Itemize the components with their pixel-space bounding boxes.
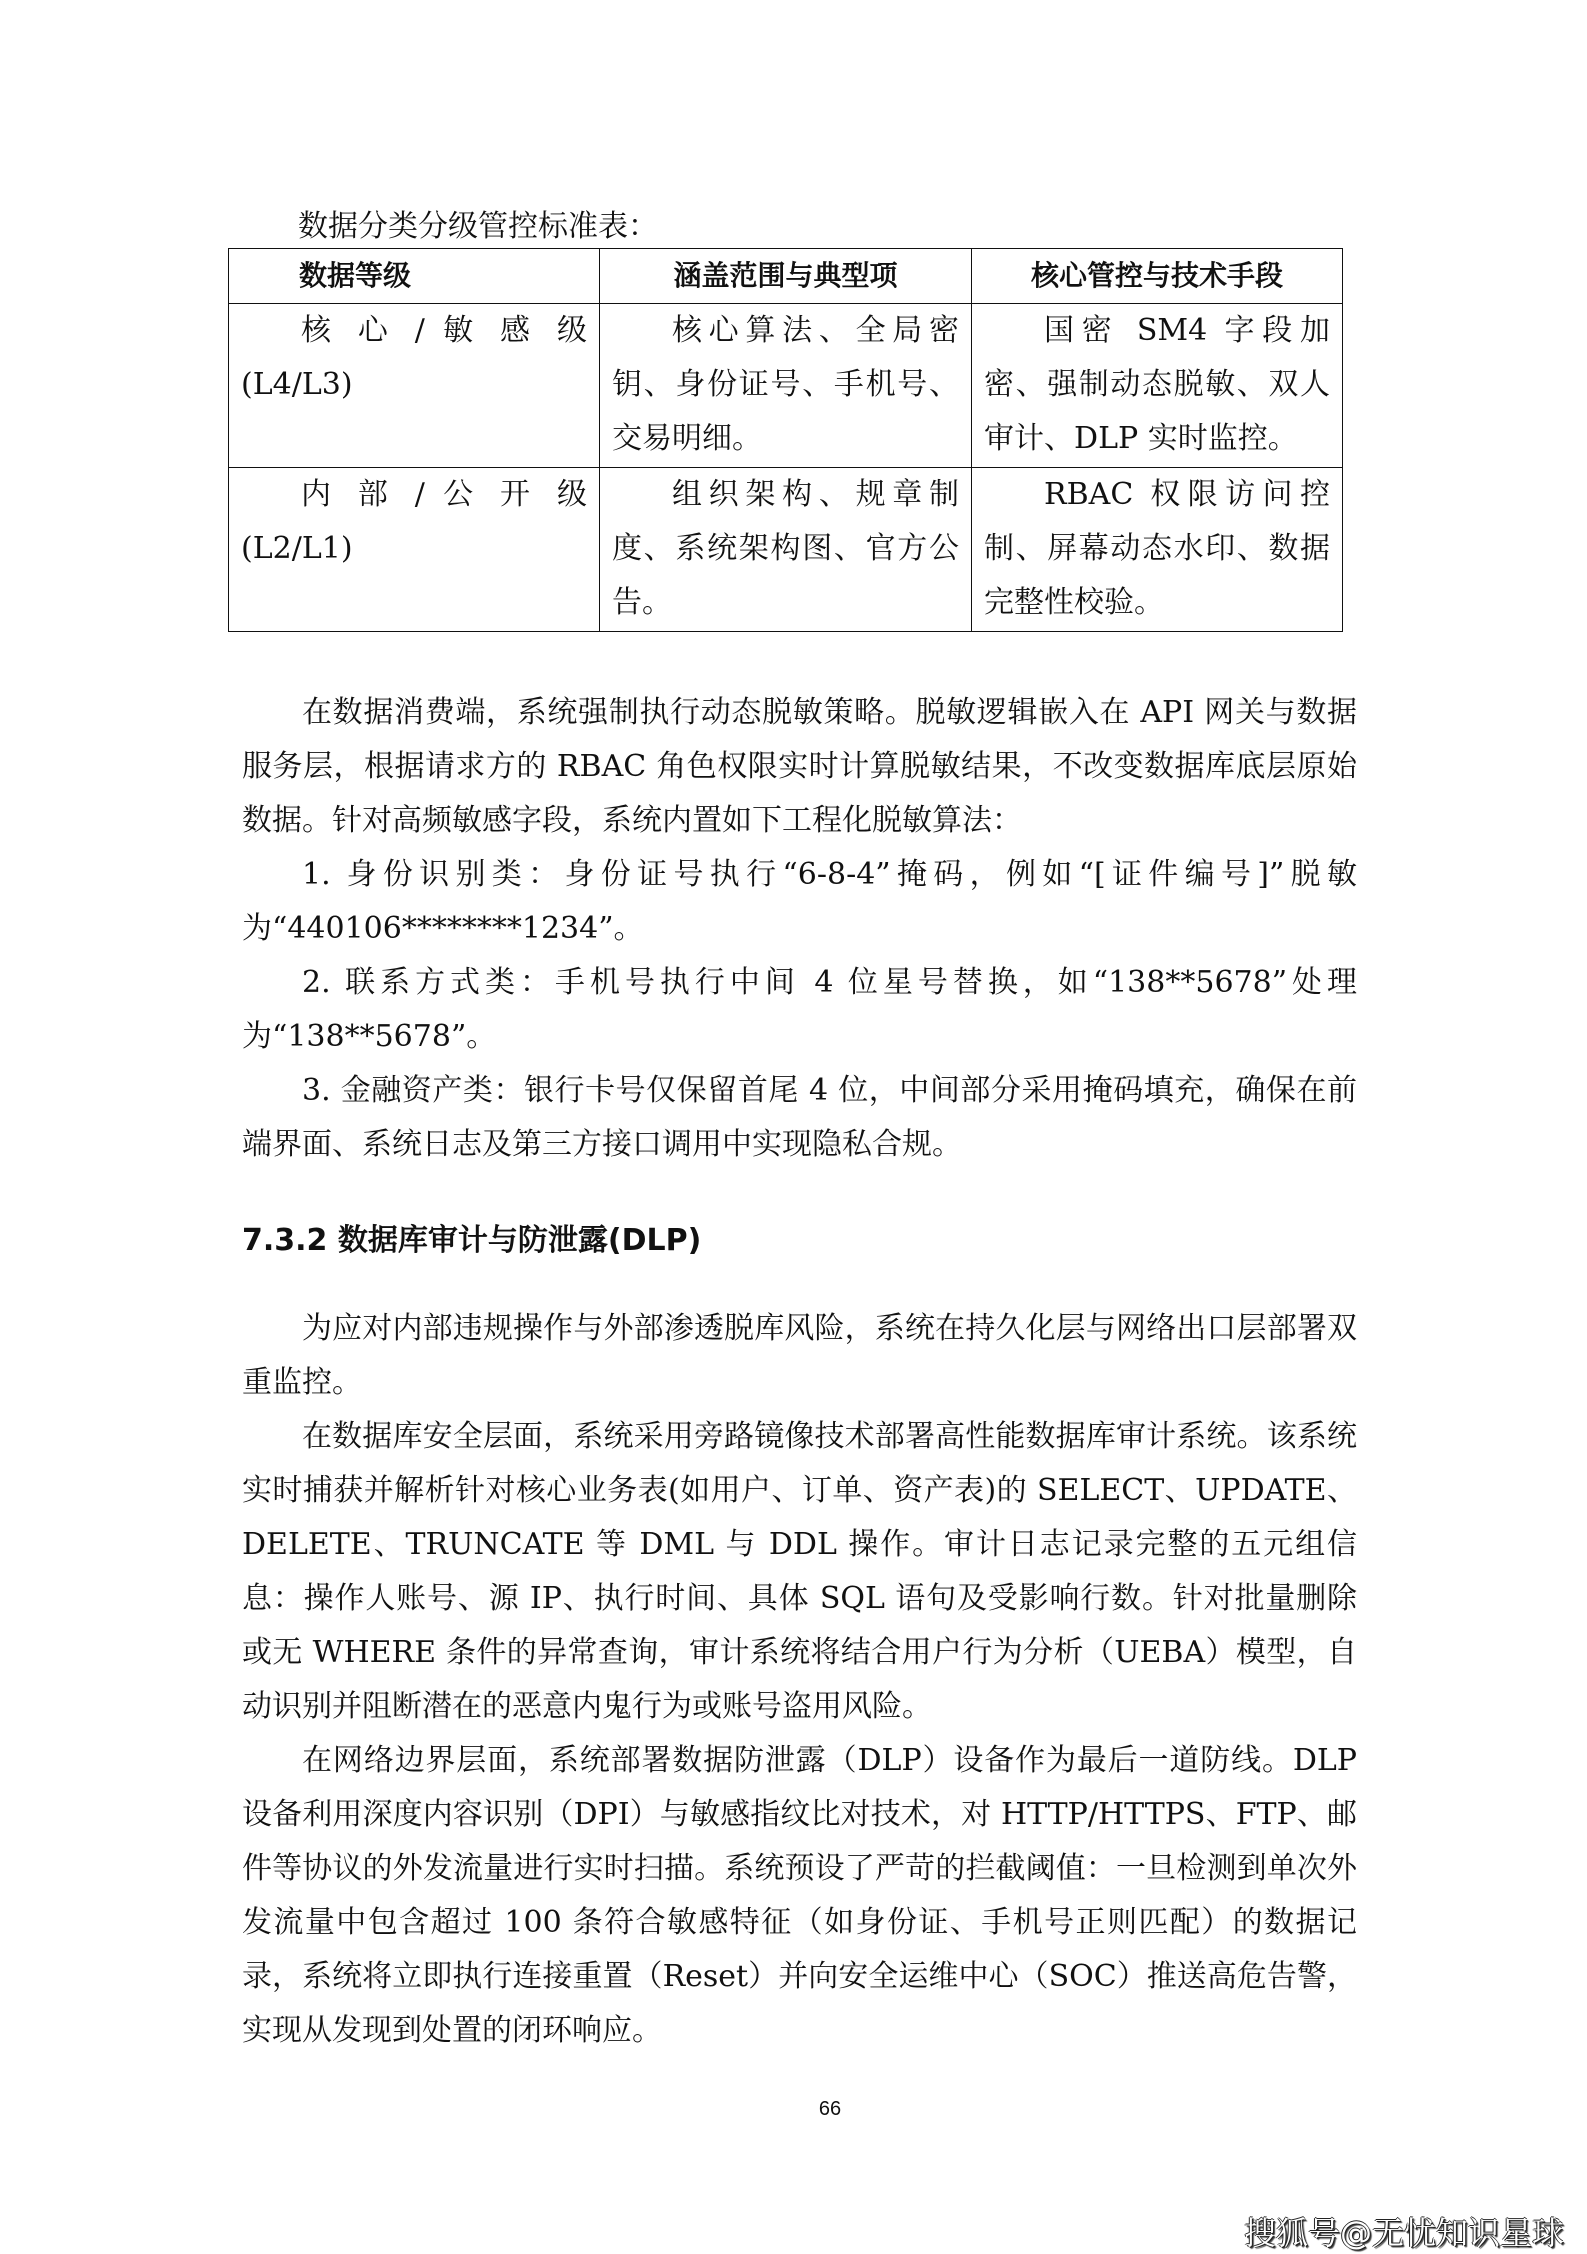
table-row — [229, 468, 1343, 632]
paragraph: 在数据库安全层面，系统采用旁路镜像技术部署高性能数据库审计系统。该系统实时捕获并解析针对核心业务表(如用户、订单、资产表)的 SELECT、UPDATE、DELETE、TRUNCATE 等 DML 与 DDL 操作。审计日志记录完整的五元组信息：操作人账号、源 IP、执行时间、具体 SQL 语句及受影响行数。针对批量删除或无 WHERE 条件的异常查询，审计系统将结合用户行为分析（UEBA）模型，自动识别并阻断潜在的恶意内鬼行为或账号盗用风险。 — [242, 1419, 1357, 1724]
cell-text: 内 部 / 公 开 级 (L2/L1) — [241, 477, 587, 566]
table-cell — [972, 468, 1343, 632]
table-cell — [599, 304, 971, 468]
table-caption: 数据分类分级管控标准表： — [298, 209, 658, 244]
section-heading: 7.3.2 数据库审计与防泄露(DLP) — [242, 1223, 702, 1258]
table-cell — [972, 304, 1343, 468]
table-cell — [229, 304, 600, 468]
data-classification-table — [228, 248, 1343, 632]
paragraph: 在网络边界层面，系统部署数据防泄露（DLP）设备作为最后一道防线。DLP 设备利用深度内容识别（DPI）与敏感指纹比对技术，对 HTTP/HTTPS、FTP、邮件等协议的外发流量进行实时扫描。系统预设了严苛的拦截阈值：一旦检测到单次外发流量中包含超过 100 条符合敏感特征（如身份证、手机号正则匹配）的数据记录，系统将立即执行连接重置（Reset）并向安全运维中心（SOC）推送高危告警，实现从发现到处置的闭环响应。 — [242, 1743, 1357, 2048]
header-scope: 涵盖范围与典型项 — [599, 249, 971, 304]
table-cell — [599, 468, 971, 632]
cell-text: 组织架构、规章制度、系统架构图、官方公告。 — [611, 477, 960, 620]
table-header-row — [229, 249, 1343, 304]
header-controls: 核心管控与技术手段 — [972, 249, 1343, 304]
table-cell — [229, 468, 600, 632]
audit-section — [242, 1302, 1357, 2058]
cell-text: 国密 SM4 字段加密、强制动态脱敏、双人审计、DLP 实时监控。 — [984, 313, 1330, 456]
paragraph: 在数据消费端，系统强制执行动态脱敏策略。脱敏逻辑嵌入在 API 网关与数据服务层，根据请求方的 RBAC 角色权限实时计算脱敏结果，不改变数据库底层原始数据。针对高频敏感字段，系统内置如下工程化脱敏算法： — [242, 695, 1357, 838]
page-number: 66 — [818, 2098, 842, 2120]
table-row — [229, 304, 1343, 468]
header-data-level: 数据等级 — [229, 249, 600, 304]
list-item: 3. 金融资产类：银行卡号仅保留首尾 4 位，中间部分采用掩码填充，确保在前端界面、系统日志及第三方接口调用中实现隐私合规。 — [242, 1073, 1357, 1162]
list-item: 2. 联系方式类：手机号执行中间 4 位星号替换，如“138**5678”处理为“138**5678”。 — [242, 965, 1357, 1054]
cell-text: 核心算法、全局密钥、身份证号、手机号、交易明细。 — [611, 313, 960, 456]
masking-section — [242, 686, 1357, 1172]
list-item: 1. 身份识别类：身份证号执行“6-8-4”掩码，例如“[证件编号]”脱敏为“440106********1234”。 — [242, 857, 1357, 946]
watermark: 搜狐号@无忧知识星球 — [1244, 2214, 1565, 2252]
paragraph: 为应对内部违规操作与外部渗透脱库风险，系统在持久化层与网络出口层部署双重监控。 — [242, 1311, 1357, 1400]
cell-text: 核 心 / 敏 感 级 (L4/L3) — [241, 313, 587, 402]
cell-text: RBAC 权限访问控制、屏幕动态水印、数据完整性校验。 — [984, 477, 1330, 620]
